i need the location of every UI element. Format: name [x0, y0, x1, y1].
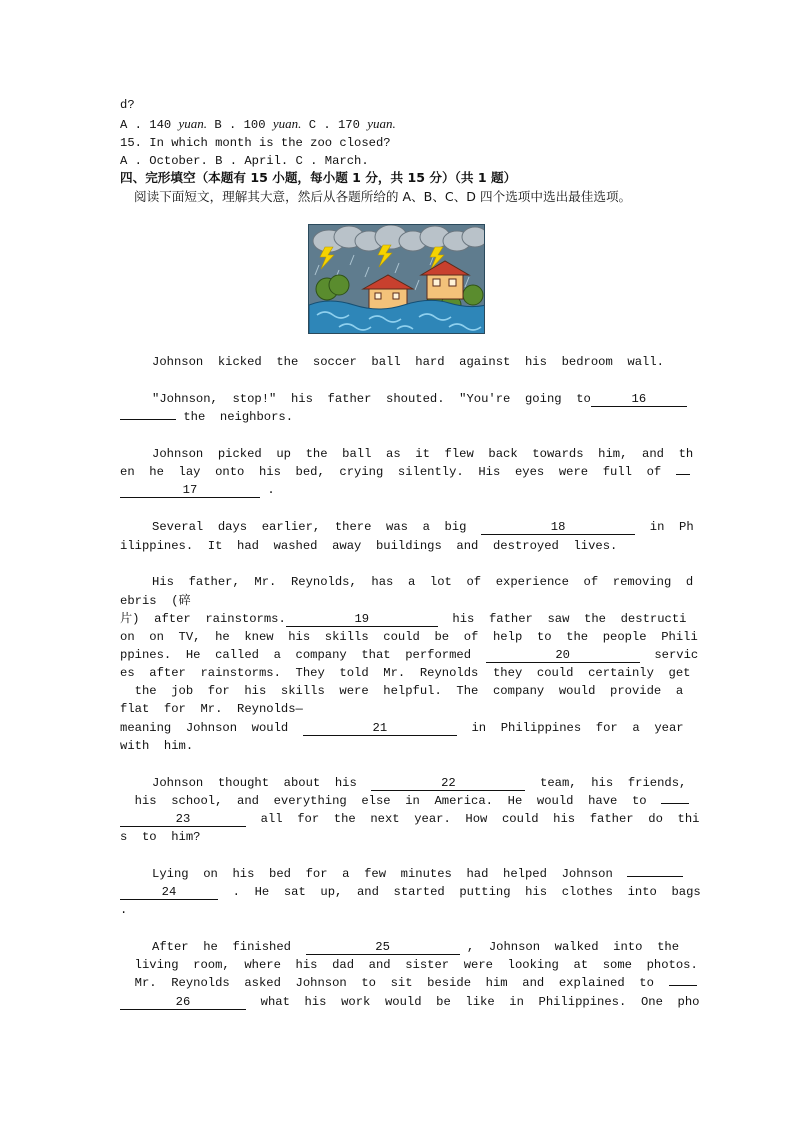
passage-text: his school, and everything else in America. He would have to — [120, 794, 662, 808]
passage-p3-line3 — [120, 482, 275, 498]
passage-text: what his work would be like in Philippines. One pho — [246, 995, 700, 1009]
passage-text: . He sat up, and started putting his clothes into bags — [218, 885, 701, 899]
passage-p3-line1: Johnson picked up the ball as it flew back towards him, and th — [152, 447, 694, 461]
question-14-tail: d? — [120, 98, 135, 112]
blank-24-start[interactable] — [627, 876, 683, 877]
passage-text: Lying on his bed for a few minutes had helped Johnson — [152, 867, 628, 881]
passage-text: After he finished — [152, 940, 306, 954]
option-c-label: C . 170 — [301, 118, 368, 132]
blank-16[interactable]: 16 — [591, 393, 687, 407]
passage-text: Mr. Reynolds asked Johnson to sit beside him and explained to — [120, 976, 669, 990]
flood-illustration — [308, 224, 485, 334]
question-14-options — [120, 116, 396, 133]
passage-p7-line1 — [152, 866, 683, 882]
section-instruction: 阅读下面短文，理解其大意，然后从各题所给的 A、B、C、D 四个选项中选出最佳选项。 — [134, 189, 632, 204]
passage-text: meaning Johnson would — [120, 721, 303, 735]
passage-text: all for the next year. How could his father do thi — [246, 812, 700, 826]
passage-p4-line1 — [152, 519, 694, 535]
passage-p5-line1: His father, Mr. Reynolds, has a lot of experience of removing d — [152, 575, 694, 589]
question-15-options: A . October. B . April. C . March. — [120, 154, 369, 168]
blank-19[interactable]: 19 — [286, 613, 438, 627]
option-c-unit: yuan. — [367, 116, 396, 131]
passage-text: team, his friends, — [525, 776, 687, 790]
passage-text: his father saw the destructi — [437, 612, 687, 626]
blank-23[interactable]: 23 — [120, 813, 246, 827]
blank-21[interactable]: 21 — [303, 722, 457, 736]
passage-text: servic — [639, 648, 699, 662]
blank-16-continued[interactable] — [120, 419, 176, 420]
blank-23-start[interactable] — [661, 803, 689, 804]
passage-text: . — [260, 483, 275, 497]
passage-p6-line1 — [152, 775, 686, 791]
blank-20[interactable]: 20 — [486, 649, 640, 663]
passage-p5-line6: es after rainstorms. They told Mr. Reynolds they could certainly get — [120, 666, 691, 680]
passage-p3-line2 — [120, 464, 690, 480]
passage-text: ppines. He called a company that performed — [120, 648, 486, 662]
blank-26[interactable]: 26 — [120, 996, 246, 1010]
blank-26-start[interactable] — [669, 985, 697, 986]
blank-18[interactable]: 18 — [481, 521, 635, 535]
passage-p5-line5 — [120, 647, 698, 663]
option-b-unit: yuan. — [272, 116, 302, 131]
passage-p2-line2 — [120, 409, 293, 425]
passage-text: Johnson thought about his — [152, 776, 372, 790]
passage-p8-line1 — [152, 939, 679, 955]
passage-text: the neighbors. — [176, 410, 294, 424]
passage-text: in Ph — [635, 520, 694, 534]
passage-p5-line9 — [120, 720, 684, 736]
passage-p6-line4: s to him? — [120, 830, 201, 844]
passage-p4-line2: ilippines. It had washed away buildings and destroyed lives. — [120, 539, 618, 553]
passage-p8-line3 — [120, 975, 697, 991]
blank-17[interactable]: 17 — [120, 484, 260, 498]
option-b-label: B . 100 — [207, 118, 273, 132]
option-a-unit: yuan. — [178, 116, 208, 131]
passage-p5-line10: with him. — [120, 739, 194, 753]
section-title: 四、完形填空（本题有 15 小题，每小题 1 分，共 15 分）（共 1 题） — [120, 170, 517, 185]
passage-p6-line2 — [120, 793, 689, 809]
passage-p5-line8: flat for Mr. Reynolds— — [120, 702, 303, 716]
passage-text: in Philippines for a year — [456, 721, 684, 735]
passage-text: Several days earlier, there was a big — [152, 520, 482, 534]
passage-p5-line7: the job for his skills were helpful. The company would provide a — [120, 684, 684, 698]
passage-text: , Johnson walked into the — [459, 940, 680, 954]
passage-p6-line3 — [120, 811, 699, 827]
passage-p7-line2 — [120, 884, 701, 900]
option-a-label: A . 140 — [120, 118, 179, 132]
passage-text: en he lay onto his bed, crying silently. His eyes were full of — [120, 465, 676, 479]
passage-text: "Johnson, stop!" his father shouted. "You're going to — [152, 392, 591, 406]
question-15: 15. In which month is the zoo closed? — [120, 136, 391, 150]
blank-17-start[interactable] — [676, 474, 690, 475]
passage-p2-line1 — [152, 391, 687, 407]
passage-p8-line4 — [120, 994, 699, 1010]
blank-25[interactable]: 25 — [306, 941, 460, 955]
passage-p5-line4: on on TV, he knew his skills could be of help to the people Phili — [120, 630, 698, 644]
blank-22[interactable]: 22 — [371, 777, 525, 791]
passage-p8-line2: living room, where his dad and sister were looking at some photos. — [120, 958, 698, 972]
passage-p7-line3: . — [120, 903, 128, 917]
passage-text: 片) after rainstorms. — [120, 612, 286, 626]
passage-p5-line3 — [120, 611, 686, 627]
passage-p5-line2: ebris (碎 — [120, 594, 191, 608]
passage-p1: Johnson kicked the soccer ball hard against his bedroom wall. — [152, 355, 664, 369]
blank-24[interactable]: 24 — [120, 886, 218, 900]
